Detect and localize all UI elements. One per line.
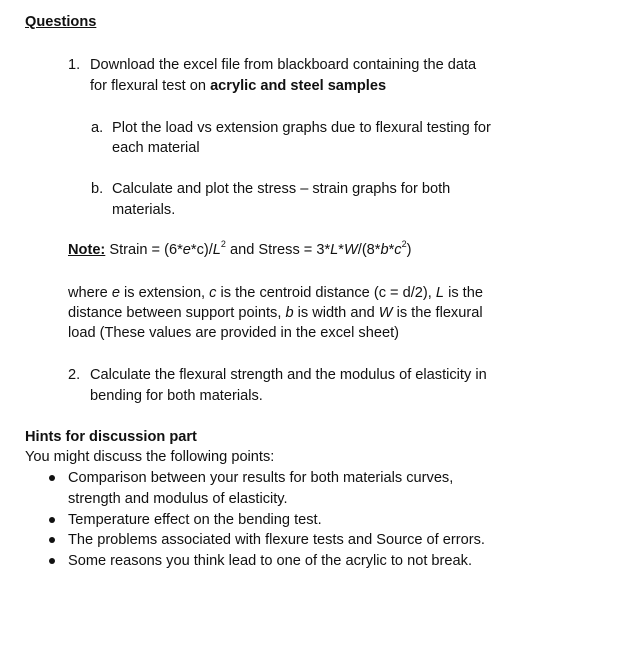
question-1-line-1: Download the excel file from blackboard containing the data — [90, 57, 477, 73]
note-formula — [68, 240, 411, 261]
definitions-var-e: e — [111, 285, 120, 301]
definitions-line-2 — [68, 303, 483, 324]
formula-text: * — [388, 242, 395, 258]
bullet-icon — [49, 558, 55, 564]
definitions-var-c: c — [209, 285, 217, 301]
bullet-icon — [49, 517, 55, 523]
question-1a-line-1: Plot the load vs extension graphs due to flexural testing for — [112, 120, 491, 136]
definitions-text: is the centroid distance (c = d/2), — [216, 285, 436, 301]
formula-text: ) — [406, 242, 412, 258]
formula-text: and Stress = 3* — [225, 242, 331, 258]
definitions-text: where — [68, 285, 112, 301]
formula-text: /(8* — [357, 242, 381, 258]
formula-var-W: W — [343, 242, 358, 258]
definitions-var-W: W — [378, 305, 393, 321]
question-1b-line-1: Calculate and plot the stress – strain graphs for both — [112, 181, 451, 197]
note-label: Note: — [68, 242, 106, 258]
hints-intro: You might discuss the following points: — [25, 449, 275, 465]
question-1b-label: b. — [91, 181, 104, 197]
formula-text: *c)/ — [190, 242, 213, 258]
question-1a-label: a. — [91, 120, 104, 136]
definitions-text: is the — [444, 285, 483, 301]
definitions-var-b: b — [285, 305, 294, 321]
definitions-text: distance between support points, — [68, 305, 286, 321]
hint-item-line-1: Comparison between your results for both materials curves, — [68, 470, 454, 486]
formula-var-L: L — [212, 242, 221, 258]
formula-var-L: L — [330, 242, 339, 258]
hint-item-line-1: Temperature effect on the bending test. — [68, 512, 322, 528]
formula-var-b: b — [380, 242, 389, 258]
definitions-text: is extension, — [119, 285, 210, 301]
question-1-line-2 — [90, 76, 386, 97]
formula-var-c: c — [394, 242, 402, 258]
hint-item-line-1: Some reasons you think lead to one of the acrylic to not break. — [68, 553, 472, 569]
question-1-emphasis: acrylic and steel samples — [210, 78, 387, 94]
formula-text: * — [338, 242, 344, 258]
question-1a-line-2: each material — [112, 140, 200, 156]
question-1-number: 1. — [68, 57, 81, 73]
question-2-line-2: bending for both materials. — [90, 388, 263, 404]
question-2-number: 2. — [68, 367, 81, 383]
definitions-text: is the flexural — [392, 305, 483, 321]
definitions-line-3: load (These values are provided in the excel sheet) — [68, 325, 399, 341]
definitions-text: is width and — [293, 305, 379, 321]
page-title: Questions — [25, 14, 97, 30]
hint-item-line-1: The problems associated with flexure tests and Source of errors. — [68, 532, 485, 548]
hint-item-line-2: strength and modulus of elasticity. — [68, 491, 288, 507]
hints-title: Hints for discussion part — [25, 429, 197, 445]
definitions-var-L: L — [435, 285, 445, 301]
question-2-line-1: Calculate the flexural strength and the modulus of elasticity in — [90, 367, 487, 383]
bullet-icon — [49, 537, 55, 543]
bullet-icon — [49, 475, 55, 481]
formula-superscript: 2 — [401, 239, 407, 250]
question-1-line-2-text: for flexural test on — [90, 78, 211, 94]
definitions-line-1 — [68, 283, 483, 304]
formula-text: Strain = (6* — [105, 242, 183, 258]
formula-var-e: e — [182, 242, 191, 258]
question-1b-line-2: materials. — [112, 202, 176, 218]
formula-superscript: 2 — [220, 239, 226, 250]
